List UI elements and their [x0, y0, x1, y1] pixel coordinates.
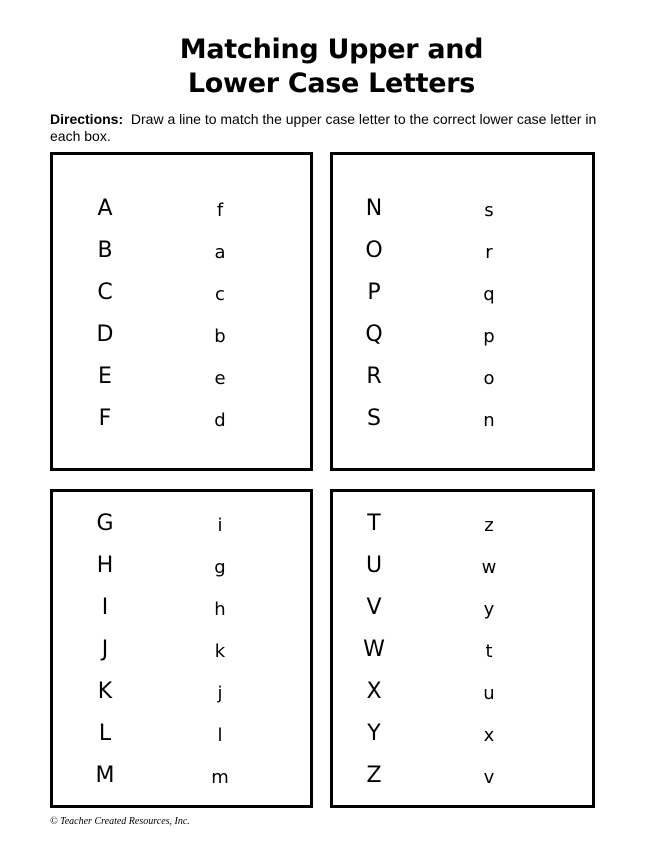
- lower-letter[interactable]: c: [215, 284, 225, 305]
- upper-letter[interactable]: A: [97, 196, 113, 221]
- lower-letter[interactable]: k: [214, 641, 226, 662]
- upper-letter[interactable]: O: [365, 238, 383, 263]
- upper-letter[interactable]: C: [97, 280, 113, 305]
- lower-letter[interactable]: r: [485, 242, 493, 263]
- upper-letter[interactable]: S: [367, 406, 381, 431]
- lower-letter[interactable]: j: [217, 683, 223, 704]
- lower-letter[interactable]: m: [211, 767, 229, 788]
- upper-letter[interactable]: D: [96, 322, 114, 347]
- upper-letter[interactable]: E: [98, 364, 112, 389]
- upper-letter[interactable]: H: [96, 553, 114, 578]
- lower-letter[interactable]: p: [483, 326, 495, 347]
- worksheet-title: [0, 33, 663, 101]
- lower-letter[interactable]: s: [484, 200, 494, 221]
- upper-letter[interactable]: U: [365, 553, 383, 578]
- match-box-3[interactable]: [50, 489, 313, 808]
- upper-letter[interactable]: B: [97, 238, 113, 263]
- upper-letter[interactable]: Z: [366, 763, 382, 788]
- copyright-footer: © Teacher Created Resources, Inc.: [50, 816, 190, 827]
- upper-letter[interactable]: Q: [365, 322, 383, 347]
- lower-letter[interactable]: y: [483, 599, 495, 620]
- lower-letter[interactable]: l: [217, 725, 223, 746]
- upper-letter[interactable]: P: [367, 280, 381, 305]
- upper-letter[interactable]: V: [366, 595, 382, 620]
- upper-letter[interactable]: Y: [367, 721, 381, 746]
- title-line-1: Matching Upper and: [179, 34, 484, 65]
- lower-letter[interactable]: i: [217, 515, 223, 536]
- upper-letter[interactable]: T: [367, 511, 381, 536]
- directions-text: Draw a line to match the upper case letter to the correct lower case letter in each box.: [50, 111, 597, 144]
- lower-letter[interactable]: t: [485, 641, 493, 662]
- lower-letter[interactable]: w: [481, 557, 497, 578]
- upper-letter[interactable]: G: [96, 511, 114, 536]
- directions: [50, 111, 610, 145]
- upper-letter[interactable]: K: [97, 679, 113, 704]
- lower-letter[interactable]: q: [483, 284, 495, 305]
- upper-letter[interactable]: M: [95, 763, 115, 788]
- lower-letter[interactable]: z: [484, 515, 494, 536]
- upper-letter[interactable]: L: [98, 721, 112, 746]
- lower-letter[interactable]: g: [214, 557, 226, 578]
- lower-letter[interactable]: u: [483, 683, 495, 704]
- lower-letter[interactable]: d: [214, 410, 226, 431]
- upper-letter[interactable]: F: [98, 406, 112, 431]
- upper-letter[interactable]: X: [366, 679, 382, 704]
- lower-letter[interactable]: b: [214, 326, 226, 347]
- directions-label: Directions:: [50, 111, 124, 127]
- lower-letter[interactable]: e: [214, 368, 226, 389]
- lower-letter[interactable]: h: [214, 599, 226, 620]
- upper-letter[interactable]: I: [101, 595, 109, 620]
- lower-letter[interactable]: v: [483, 767, 495, 788]
- match-box-1[interactable]: [50, 152, 313, 471]
- upper-letter[interactable]: J: [101, 637, 109, 662]
- lower-letter[interactable]: n: [483, 410, 495, 431]
- lower-letter[interactable]: a: [214, 242, 226, 263]
- upper-letter[interactable]: N: [365, 196, 383, 221]
- title-line-2: Lower Case Letters: [187, 68, 476, 99]
- upper-letter[interactable]: W: [363, 637, 385, 662]
- lower-letter[interactable]: o: [483, 368, 495, 389]
- lower-letter[interactable]: x: [483, 725, 495, 746]
- lower-letter[interactable]: f: [216, 200, 224, 221]
- upper-letter[interactable]: R: [366, 364, 382, 389]
